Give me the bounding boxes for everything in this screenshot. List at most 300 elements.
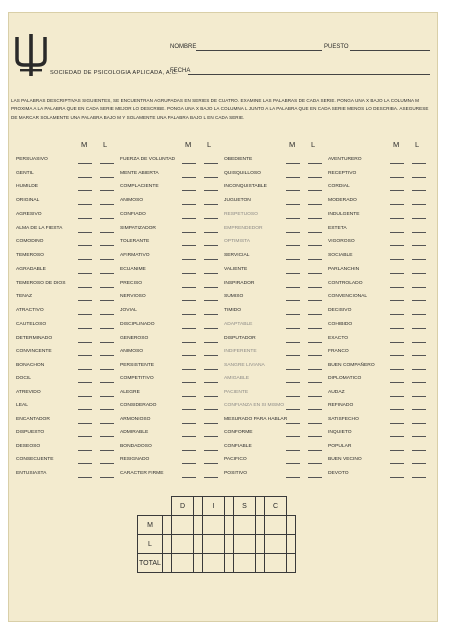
mark-l-blank[interactable] (308, 287, 322, 288)
mark-m-blank[interactable] (286, 369, 300, 370)
mark-m-blank[interactable] (390, 477, 404, 478)
mark-m-blank[interactable] (286, 177, 300, 178)
mark-l-blank[interactable] (100, 287, 114, 288)
mark-l-blank[interactable] (412, 190, 426, 191)
mark-l-blank[interactable] (100, 369, 114, 370)
word-label: FRANCO (328, 349, 349, 354)
mark-m-blank[interactable] (182, 300, 196, 301)
mark-l-blank[interactable] (204, 287, 218, 288)
mark-l-blank[interactable] (308, 328, 322, 329)
word-label: ANIMOSO (120, 349, 144, 354)
mark-m-blank[interactable] (78, 300, 92, 301)
mark-m-blank[interactable] (286, 328, 300, 329)
mark-m-blank[interactable] (182, 218, 196, 219)
mark-l-blank[interactable] (100, 463, 114, 464)
mark-l-blank[interactable] (308, 436, 322, 437)
mark-l-blank[interactable] (308, 477, 322, 478)
mark-m-blank[interactable] (390, 342, 404, 343)
word-label: AFIRMATIVO (120, 252, 150, 258)
mark-m-blank[interactable] (390, 436, 404, 437)
mark-l-blank[interactable] (308, 423, 322, 424)
mark-m-blank[interactable] (78, 396, 92, 397)
mark-m-blank[interactable] (182, 204, 196, 205)
score-l-i[interactable] (203, 535, 225, 554)
mark-l-blank[interactable] (204, 396, 218, 397)
mark-m-blank[interactable] (390, 450, 404, 451)
mark-m-blank[interactable] (286, 342, 300, 343)
word-label: PRECISO (120, 280, 143, 286)
col-label-s: S (234, 497, 256, 516)
mark-m-blank[interactable] (390, 300, 404, 301)
mark-m-blank[interactable] (390, 396, 404, 397)
mark-m-blank[interactable] (78, 463, 92, 464)
mark-m-blank[interactable] (286, 218, 300, 219)
mark-m-blank[interactable] (78, 190, 92, 191)
word-label: BUEN COMPAÑERO (328, 362, 375, 368)
mark-m-blank[interactable] (390, 328, 404, 329)
word-label: EMPRENDEDOR (224, 225, 263, 231)
mark-l-blank[interactable] (412, 477, 426, 478)
mark-m-blank[interactable] (182, 396, 196, 397)
mark-l-blank[interactable] (308, 450, 322, 451)
mark-m-blank[interactable] (78, 163, 92, 164)
mark-l-blank[interactable] (204, 177, 218, 178)
mark-m-blank[interactable] (182, 409, 196, 410)
word-label: SERVICIAL (224, 252, 250, 258)
mark-l-blank[interactable] (412, 423, 426, 424)
mark-m-blank[interactable] (182, 382, 196, 383)
mark-m-blank[interactable] (182, 342, 196, 343)
mark-l-blank[interactable] (308, 218, 322, 219)
mark-m-blank[interactable] (286, 477, 300, 478)
row-label-l: L (138, 535, 163, 554)
word-label: CARACTER FIRME (120, 470, 164, 476)
score-m-c[interactable] (265, 516, 287, 535)
score-l-c[interactable] (265, 535, 287, 554)
word-label: CONTROLADO (328, 280, 363, 286)
word-label: RECEPTIVO (328, 170, 357, 176)
word-label: DOCIL (16, 376, 31, 381)
word-label: JUGUETON (224, 197, 251, 203)
word-label: CONSIDERADO (120, 403, 157, 408)
word-label: RESPETUOSO (224, 212, 258, 217)
mark-m-blank[interactable] (182, 177, 196, 178)
mark-m-blank[interactable] (182, 423, 196, 424)
mark-m-blank[interactable] (182, 232, 196, 233)
mark-l-blank[interactable] (100, 232, 114, 233)
mark-m-blank[interactable] (286, 396, 300, 397)
word-label: ALMA DE LA FIESTA (16, 225, 63, 231)
word-label: QUISQUILLOSO (224, 170, 261, 176)
mark-l-blank[interactable] (412, 369, 426, 370)
mark-l-blank[interactable] (308, 355, 322, 356)
score-total-d[interactable] (172, 554, 194, 573)
word-label: BONDADOSO (120, 443, 152, 449)
word-label: ATRACTIVO (16, 307, 44, 313)
word-label: ADMIRABLE (120, 430, 149, 435)
mark-l-blank[interactable] (204, 218, 218, 219)
mark-l-blank[interactable] (412, 259, 426, 260)
mark-l-blank[interactable] (412, 177, 426, 178)
mark-l-blank[interactable] (308, 273, 322, 274)
mark-l-blank[interactable] (412, 218, 426, 219)
date-label: FECHA (170, 68, 191, 74)
mark-l-blank[interactable] (100, 218, 114, 219)
mark-l-blank[interactable] (204, 163, 218, 164)
mark-m-blank[interactable] (182, 245, 196, 246)
word-label: BUEN VECINO (328, 457, 362, 462)
mark-l-blank[interactable] (412, 204, 426, 205)
word-label: CONVINCENTE (16, 349, 52, 354)
mark-m-blank[interactable] (182, 259, 196, 260)
word-label: DESEOSO (16, 443, 41, 449)
word-label: SIMPATIZADOR (120, 225, 156, 231)
mark-m-blank[interactable] (78, 273, 92, 274)
word-label: MENTE ABIERTA (120, 170, 159, 176)
word-label: DISPUESTO (16, 430, 45, 435)
mark-m-blank[interactable] (78, 328, 92, 329)
mark-l-blank[interactable] (308, 382, 322, 383)
mark-l-blank[interactable] (308, 463, 322, 464)
mark-l-blank[interactable] (100, 163, 114, 164)
mark-m-blank[interactable] (390, 314, 404, 315)
column-header-l: L (103, 140, 108, 149)
score-m-d[interactable] (172, 516, 194, 535)
mark-m-blank[interactable] (390, 287, 404, 288)
mark-l-blank[interactable] (412, 328, 426, 329)
mark-m-blank[interactable] (78, 177, 92, 178)
word-label: SUMISO (224, 294, 244, 299)
mark-m-blank[interactable] (182, 328, 196, 329)
psi-logo-icon (14, 33, 48, 77)
word-label: ALEGRE (120, 389, 140, 395)
mark-m-blank[interactable] (390, 409, 404, 410)
mark-m-blank[interactable] (286, 232, 300, 233)
mark-m-blank[interactable] (390, 355, 404, 356)
mark-l-blank[interactable] (412, 436, 426, 437)
column-header-l: L (311, 140, 316, 149)
word-label: POPULAR (328, 443, 352, 449)
score-total-c[interactable] (265, 554, 287, 573)
mark-m-blank[interactable] (286, 463, 300, 464)
word-label: CAUTELOSO (16, 322, 47, 327)
column-header-m: M (185, 140, 192, 149)
word-label: CONSECUENTE (16, 457, 54, 462)
word-label: INCONQUISTABLE (224, 184, 267, 189)
column-header-l: L (415, 140, 420, 149)
word-label: COMPLACIENTE (120, 184, 159, 189)
mark-l-blank[interactable] (412, 163, 426, 164)
word-label: MESURADO PARA HABLAR (224, 416, 288, 422)
name-label: NOMBRE (170, 44, 197, 50)
mark-l-blank[interactable] (204, 369, 218, 370)
word-label: PARLANCHIN (328, 267, 360, 272)
word-label: COMPETITIVO (120, 376, 154, 381)
organization-name: SOCIEDAD DE PSICOLOGIA APLICADA, A.C. (50, 70, 178, 76)
mark-m-blank[interactable] (286, 190, 300, 191)
word-label: PERSUASIVO (16, 157, 48, 162)
mark-l-blank[interactable] (308, 177, 322, 178)
mark-m-blank[interactable] (78, 287, 92, 288)
mark-l-blank[interactable] (100, 190, 114, 191)
mark-m-blank[interactable] (182, 287, 196, 288)
mark-m-blank[interactable] (286, 423, 300, 424)
mark-l-blank[interactable] (100, 436, 114, 437)
mark-l-blank[interactable] (308, 314, 322, 315)
score-total-s[interactable] (234, 554, 256, 573)
mark-m-blank[interactable] (78, 382, 92, 383)
word-label: TENAZ (16, 294, 33, 299)
mark-l-blank[interactable] (100, 204, 114, 205)
mark-l-blank[interactable] (308, 409, 322, 410)
mark-l-blank[interactable] (308, 396, 322, 397)
word-label: GENEROSO (120, 335, 149, 341)
mark-m-blank[interactable] (390, 369, 404, 370)
mark-m-blank[interactable] (78, 450, 92, 451)
mark-m-blank[interactable] (390, 232, 404, 233)
mark-l-blank[interactable] (308, 245, 322, 246)
mark-l-blank[interactable] (412, 409, 426, 410)
mark-l-blank[interactable] (412, 273, 426, 274)
mark-m-blank[interactable] (390, 177, 404, 178)
word-label: TOLERANTE (120, 239, 150, 244)
mark-m-blank[interactable] (78, 477, 92, 478)
word-label: TEMEROSO (16, 252, 44, 258)
mark-l-blank[interactable] (204, 245, 218, 246)
mark-l-blank[interactable] (204, 314, 218, 315)
mark-l-blank[interactable] (412, 314, 426, 315)
word-label: DEVOTO (328, 470, 349, 476)
word-label: VIGOROSO (328, 239, 355, 244)
mark-m-blank[interactable] (286, 259, 300, 260)
mark-l-blank[interactable] (204, 204, 218, 205)
word-label: PACIENTE (224, 389, 249, 395)
mark-l-blank[interactable] (412, 342, 426, 343)
mark-l-blank[interactable] (100, 423, 114, 424)
word-label: ENCANTADOR (16, 416, 50, 422)
mark-l-blank[interactable] (100, 396, 114, 397)
position-label: PUESTO (324, 44, 349, 50)
name-field[interactable] (196, 50, 322, 51)
word-label: AGRESIVO (16, 212, 42, 217)
word-label: NERVIOSO (120, 294, 146, 299)
mark-m-blank[interactable] (78, 232, 92, 233)
word-label: COMODINO (16, 239, 44, 244)
word-label: AGRADABLE (16, 267, 46, 272)
mark-l-blank[interactable] (412, 382, 426, 383)
mark-l-blank[interactable] (100, 342, 114, 343)
word-label: ANIMOSO (120, 197, 144, 203)
word-label: JOVIAL (120, 307, 137, 313)
mark-l-blank[interactable] (412, 245, 426, 246)
word-label: ENTUSIASTA (16, 470, 47, 476)
mark-l-blank[interactable] (308, 259, 322, 260)
row-label-total: TOTAL (138, 554, 163, 573)
mark-l-blank[interactable] (308, 163, 322, 164)
column-header-m: M (393, 140, 400, 149)
mark-m-blank[interactable] (390, 273, 404, 274)
mark-l-blank[interactable] (308, 232, 322, 233)
mark-m-blank[interactable] (390, 245, 404, 246)
word-label: INQUIETO (328, 430, 352, 435)
mark-l-blank[interactable] (204, 273, 218, 274)
mark-m-blank[interactable] (78, 409, 92, 410)
mark-l-blank[interactable] (204, 190, 218, 191)
mark-m-blank[interactable] (286, 300, 300, 301)
mark-l-blank[interactable] (100, 245, 114, 246)
mark-m-blank[interactable] (286, 163, 300, 164)
word-label: OBEDIENTE (224, 157, 253, 162)
mark-l-blank[interactable] (100, 477, 114, 478)
mark-l-blank[interactable] (100, 273, 114, 274)
word-label: AMIGABLE (224, 376, 250, 381)
mark-m-blank[interactable] (286, 382, 300, 383)
mark-m-blank[interactable] (390, 204, 404, 205)
position-field[interactable] (350, 50, 430, 51)
word-label: DIPLOMATICO (328, 376, 362, 381)
mark-l-blank[interactable] (100, 328, 114, 329)
word-label: SOCIABLE (328, 252, 353, 258)
score-l-s[interactable] (234, 535, 256, 554)
mark-m-blank[interactable] (390, 190, 404, 191)
col-label-d: D (172, 497, 194, 516)
score-total-i[interactable] (203, 554, 225, 573)
word-label: CONVENCIONAL (328, 294, 368, 299)
word-label: AUDAZ (328, 389, 345, 395)
mark-l-blank[interactable] (204, 232, 218, 233)
mark-l-blank[interactable] (204, 259, 218, 260)
mark-l-blank[interactable] (204, 423, 218, 424)
word-label: INSPIRADOR (224, 280, 255, 286)
mark-l-blank[interactable] (204, 450, 218, 451)
word-label: VALIENTE (224, 267, 248, 272)
mark-m-blank[interactable] (182, 436, 196, 437)
score-l-d[interactable] (172, 535, 194, 554)
mark-m-blank[interactable] (182, 163, 196, 164)
mark-m-blank[interactable] (78, 314, 92, 315)
mark-m-blank[interactable] (78, 245, 92, 246)
mark-l-blank[interactable] (412, 355, 426, 356)
word-label: LEAL (16, 403, 28, 408)
mark-l-blank[interactable] (308, 300, 322, 301)
mark-m-blank[interactable] (182, 273, 196, 274)
mark-m-blank[interactable] (78, 436, 92, 437)
mark-l-blank[interactable] (412, 396, 426, 397)
mark-l-blank[interactable] (204, 463, 218, 464)
mark-l-blank[interactable] (100, 409, 114, 410)
mark-m-blank[interactable] (182, 314, 196, 315)
word-label: CONFIANZA EN SI MISMO (224, 403, 285, 408)
mark-l-blank[interactable] (204, 409, 218, 410)
word-label: BONACHON (16, 362, 45, 368)
word-label: FUERZA DE VOLUNTAD (120, 157, 176, 162)
word-label: CONFORME (224, 430, 253, 435)
mark-m-blank[interactable] (286, 245, 300, 246)
column-header-m: M (289, 140, 296, 149)
word-label: ADAPTABLE (224, 322, 253, 327)
mark-m-blank[interactable] (182, 355, 196, 356)
mark-m-blank[interactable] (286, 436, 300, 437)
mark-l-blank[interactable] (100, 382, 114, 383)
column-header-m: M (81, 140, 88, 149)
mark-m-blank[interactable] (182, 477, 196, 478)
mark-m-blank[interactable] (78, 342, 92, 343)
mark-m-blank[interactable] (390, 218, 404, 219)
mark-l-blank[interactable] (412, 287, 426, 288)
mark-m-blank[interactable] (78, 423, 92, 424)
mark-m-blank[interactable] (78, 218, 92, 219)
mark-l-blank[interactable] (308, 342, 322, 343)
word-label: TIMIDO (224, 307, 242, 313)
mark-l-blank[interactable] (412, 463, 426, 464)
mark-l-blank[interactable] (204, 328, 218, 329)
mark-l-blank[interactable] (100, 314, 114, 315)
mark-m-blank[interactable] (286, 314, 300, 315)
mark-m-blank[interactable] (286, 409, 300, 410)
mark-l-blank[interactable] (308, 190, 322, 191)
word-label: CONFIABLE (224, 443, 252, 449)
word-label: ARMONIOSO (120, 416, 151, 422)
word-label: DISPUTADOR (224, 335, 256, 341)
mark-l-blank[interactable] (204, 477, 218, 478)
mark-m-blank[interactable] (390, 163, 404, 164)
word-label: DETERMINADO (16, 335, 53, 341)
score-m-s[interactable] (234, 516, 256, 535)
word-label: INDIFERENTE (224, 349, 257, 354)
mark-m-blank[interactable] (390, 259, 404, 260)
mark-l-blank[interactable] (204, 342, 218, 343)
mark-l-blank[interactable] (308, 369, 322, 370)
mark-l-blank[interactable] (412, 232, 426, 233)
date-field[interactable] (188, 74, 430, 75)
mark-m-blank[interactable] (390, 382, 404, 383)
mark-l-blank[interactable] (100, 450, 114, 451)
mark-l-blank[interactable] (100, 355, 114, 356)
mark-m-blank[interactable] (390, 463, 404, 464)
mark-m-blank[interactable] (182, 450, 196, 451)
col-label-i: I (203, 497, 225, 516)
mark-l-blank[interactable] (412, 450, 426, 451)
mark-m-blank[interactable] (286, 450, 300, 451)
mark-m-blank[interactable] (182, 463, 196, 464)
word-label: GENTIL (16, 170, 34, 176)
mark-m-blank[interactable] (182, 190, 196, 191)
mark-m-blank[interactable] (78, 355, 92, 356)
mark-m-blank[interactable] (286, 273, 300, 274)
word-label: HUMILDE (16, 184, 39, 189)
row-label-m: M (138, 516, 163, 535)
mark-m-blank[interactable] (286, 204, 300, 205)
word-label: TEMEROSO DE DIOS (16, 280, 66, 286)
mark-l-blank[interactable] (100, 300, 114, 301)
mark-l-blank[interactable] (204, 436, 218, 437)
mark-l-blank[interactable] (100, 259, 114, 260)
mark-m-blank[interactable] (286, 355, 300, 356)
mark-m-blank[interactable] (78, 204, 92, 205)
mark-m-blank[interactable] (182, 369, 196, 370)
mark-l-blank[interactable] (308, 204, 322, 205)
mark-m-blank[interactable] (390, 423, 404, 424)
mark-m-blank[interactable] (78, 369, 92, 370)
mark-l-blank[interactable] (100, 177, 114, 178)
score-m-i[interactable] (203, 516, 225, 535)
mark-l-blank[interactable] (204, 382, 218, 383)
mark-m-blank[interactable] (78, 259, 92, 260)
mark-l-blank[interactable] (204, 300, 218, 301)
mark-l-blank[interactable] (412, 300, 426, 301)
mark-m-blank[interactable] (286, 287, 300, 288)
mark-l-blank[interactable] (204, 355, 218, 356)
